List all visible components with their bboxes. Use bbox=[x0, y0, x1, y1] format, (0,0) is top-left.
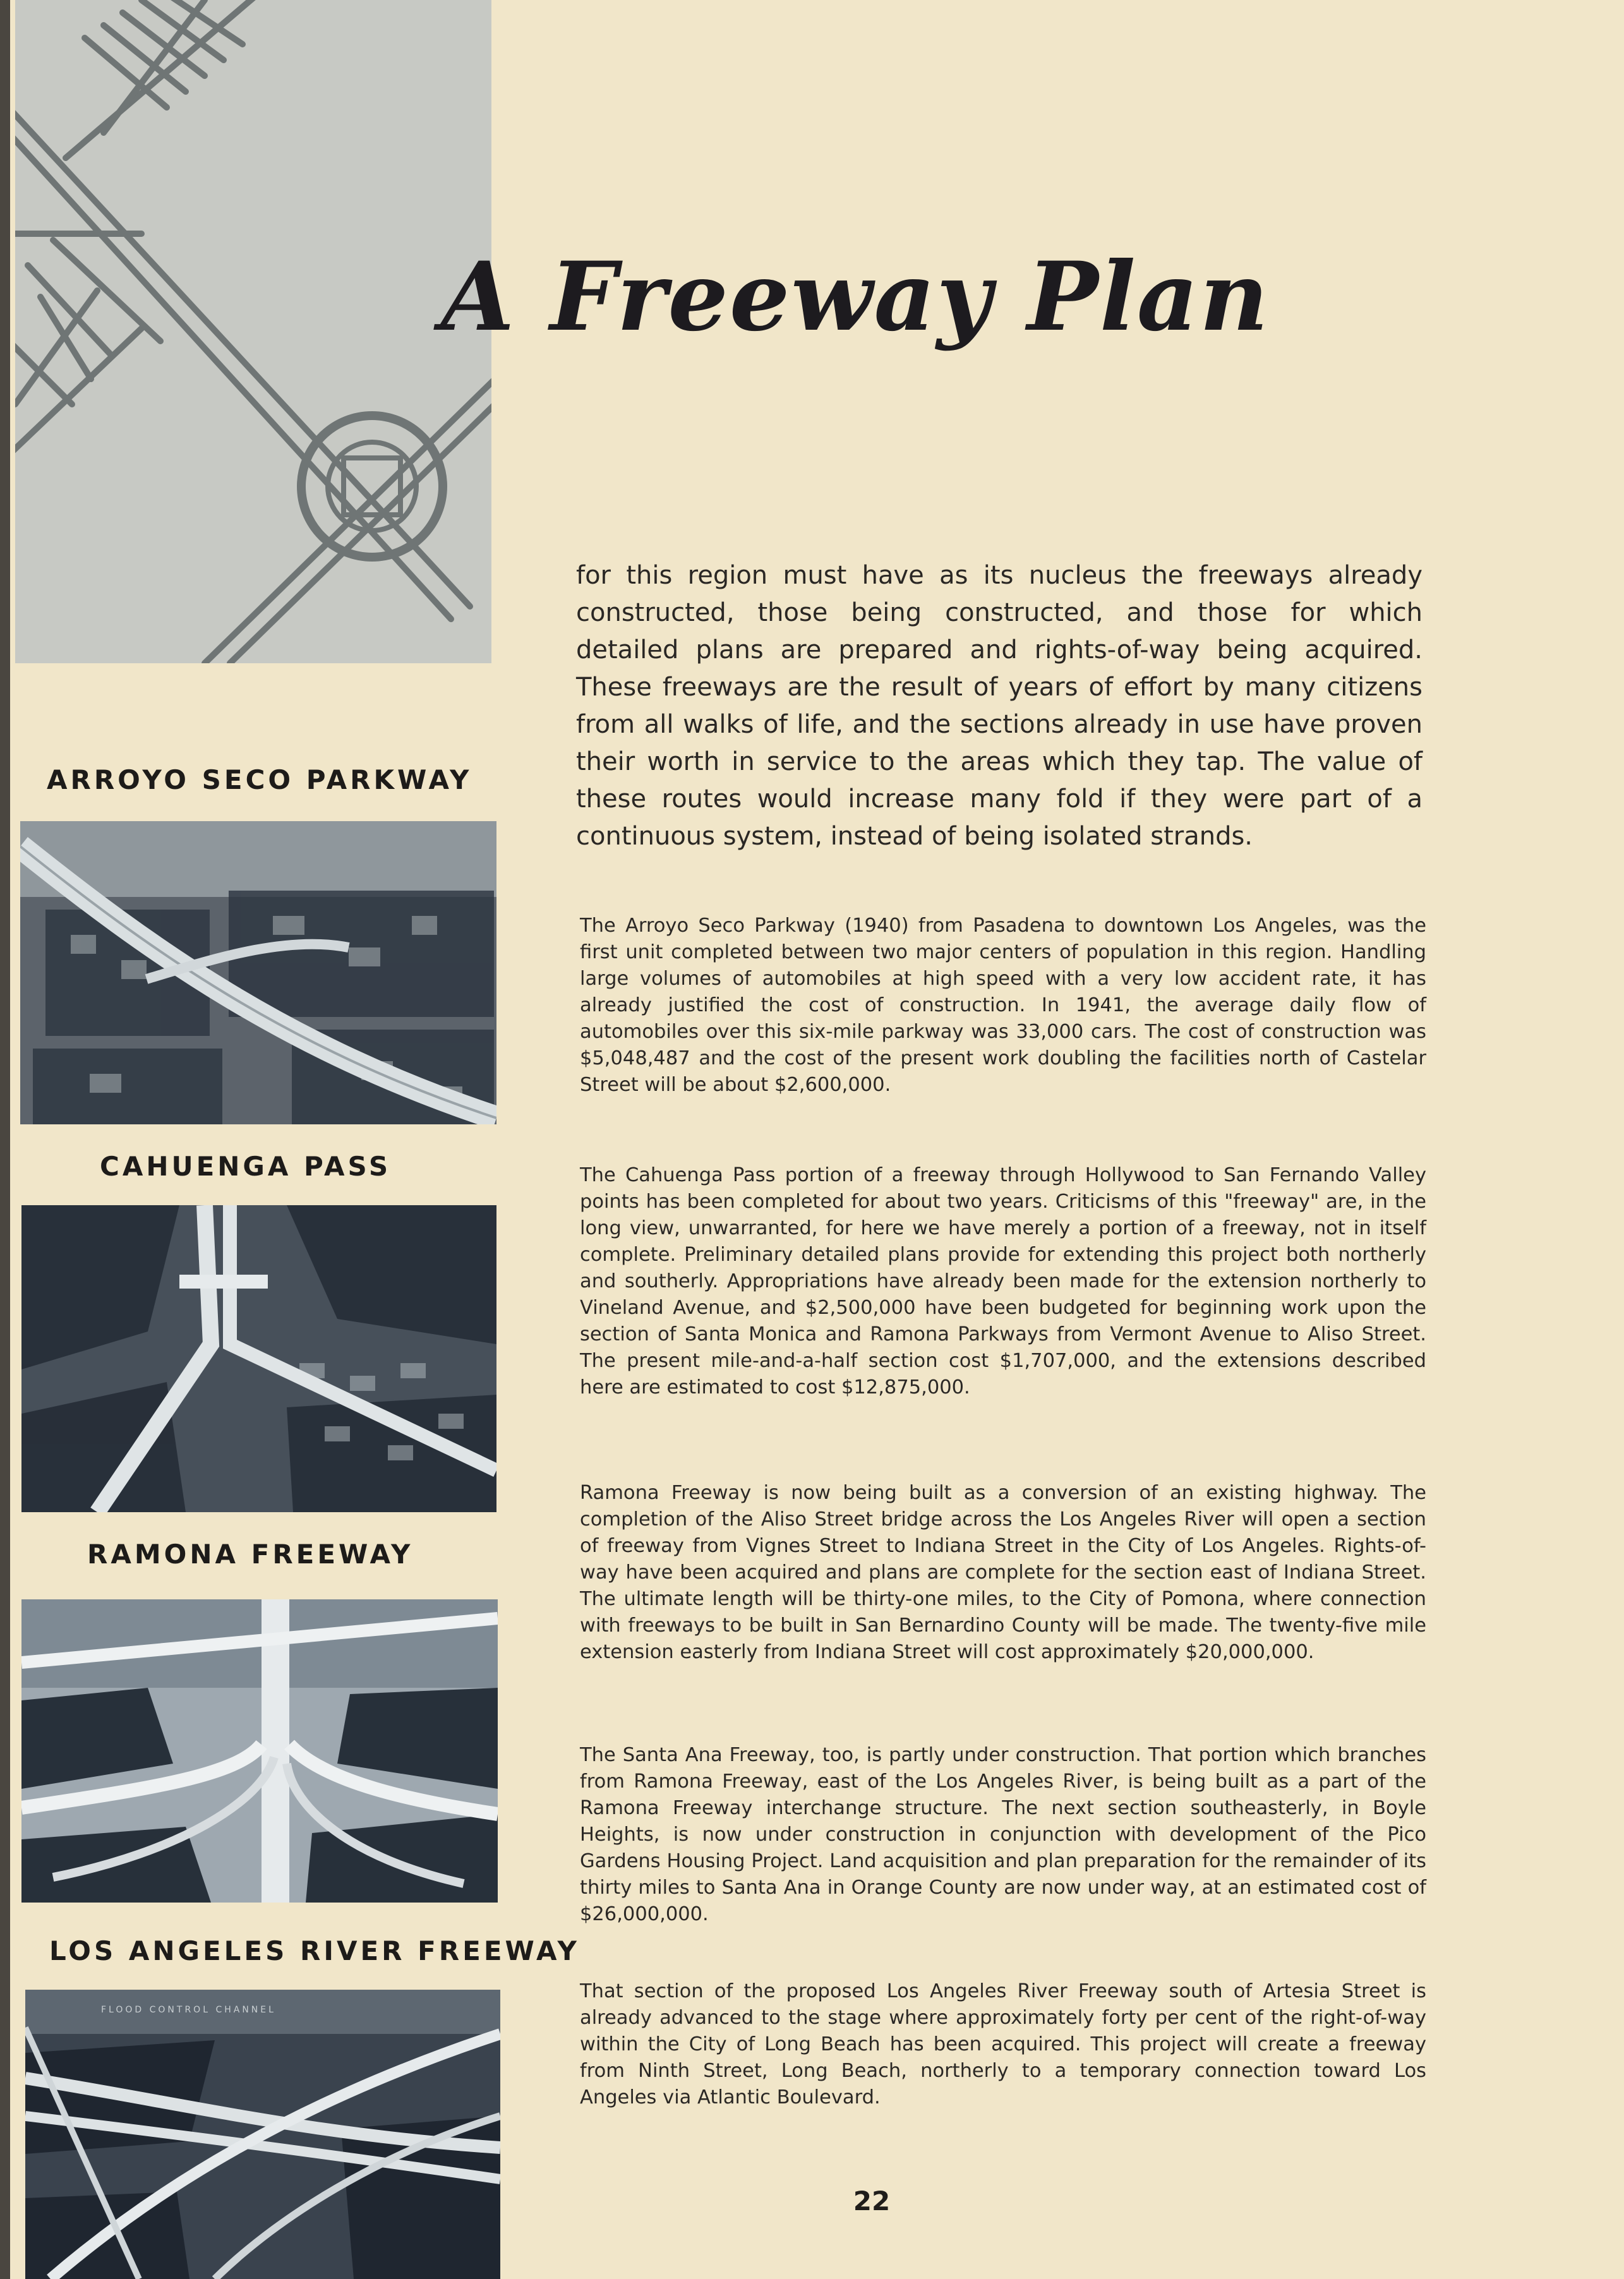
photo-los-angeles-river-freeway bbox=[25, 1990, 500, 2279]
photo-cahuenga-pass bbox=[21, 1205, 496, 1512]
photo-arroyo-seco-parkway bbox=[20, 821, 496, 1124]
page-title: A Freeway Plan bbox=[441, 241, 1270, 352]
photo-ramona-freeway bbox=[21, 1599, 498, 1903]
page-number: 22 bbox=[853, 2186, 891, 2216]
freeway-plan-diagram bbox=[15, 0, 491, 663]
caption-cahuenga-pass: CAHUENGA PASS bbox=[100, 1151, 392, 1182]
paragraph-santa-ana-freeway: The Santa Ana Freeway, too, is partly under construction. That portion which branches from Ramona Freeway, east of the Los Angeles River, is being built as a part of the Ramona Freeway interchange structure. The next section southeasterly, in Boyle Heights, is now under construction in conjunction with development of the Pico Gardens Housing Project. Land acquisition and plan preparation for the remainder of its thirty miles to Santa Ana in Orange County are now under way, at an estimated cost of $26,000,000. bbox=[580, 1744, 1426, 1925]
paragraph-los-angeles-river-freeway: That section of the proposed Los Angeles River Freeway south of Artesia Street is already advanced to the stage where approximately forty per cent of the right-of-way within the City of Long Beach has been acquired. This project will create a freeway from Ninth Street, Long Beach, northerly to a temporary connection toward Los Angeles via Atlantic Boulevard. bbox=[580, 1980, 1426, 2108]
caption-los-angeles-river-freeway: LOS ANGELES RIVER FREEWAY bbox=[49, 1935, 580, 1966]
paragraph-ramona-freeway: Ramona Freeway is now being built as a conversion of an existing highway. The completion of the Aliso Street bridge across the Los Angeles River will open a section of freeway from Vignes Street to Indiana Street in the City of Los Angeles. Rights-of-way have been acquired and plans are complete for the section east of Indiana Street. The ultimate length will be thirty-one miles, to the City of Pomona, where connection with freeways to be built in San Bernardino County will be made. The twenty-five mile extension easterly from Indiana Street will cost approximately $20,000,000. bbox=[580, 1482, 1426, 1663]
caption-ramona-freeway: RAMONA FREEWAY bbox=[87, 1539, 414, 1570]
paragraph-arroyo-seco-parkway: The Arroyo Seco Parkway (1940) from Pasadena to downtown Los Angeles, was the first unit completed between two major centers of population in this region. Handling large volumes of automobiles at high speed with a very low accident rate, it has already justified the cost of construction. In 1941, the average daily flow of automobiles over this six-mile parkway was 33,000 cars. The cost of construction was $5,048,487 and the cost of the present work doubling the facilities north of Castelar Street will be about $2,600,000. bbox=[580, 915, 1426, 1096]
intro-paragraph: for this region must have as its nucleus the freeways already constructed, those being constructed, and those for which detailed plans are prepared and rights-of-way being acquired. These freeways are the result of years of effort by many citizens from all walks of life, and the sections already in use have proven their worth in service to the areas which they tap. The value of these routes would increase many fold if they were part of a continuous system, instead of being isolated strands. bbox=[576, 561, 1423, 851]
flood-control-channel-sign: FLOOD CONTROL CHANNEL bbox=[101, 2005, 276, 2015]
caption-arroyo-seco-parkway: ARROYO SECO PARKWAY bbox=[47, 764, 472, 795]
page-binding-edge bbox=[0, 0, 10, 2279]
paragraph-cahuenga-pass: The Cahuenga Pass portion of a freeway through Hollywood to San Fernando Valley points has been completed for about two years. Criticisms of this "freeway" are, in the long view, unwarranted, for here we have merely a portion of a freeway, not in itself complete. Preliminary detailed plans provide for extending this project both northerly and southerly. Appropriations have already been made for the extension northerly to Vineland Avenue, and $2,500,000 have been budgeted for beginning work upon the section of Santa Monica and Ramona Parkways from Vermont Avenue to Aliso Street. The present mile-and-a-half section cost $1,707,000, and the extensions described here are estimated to cost $12,875,000. bbox=[580, 1164, 1426, 1398]
